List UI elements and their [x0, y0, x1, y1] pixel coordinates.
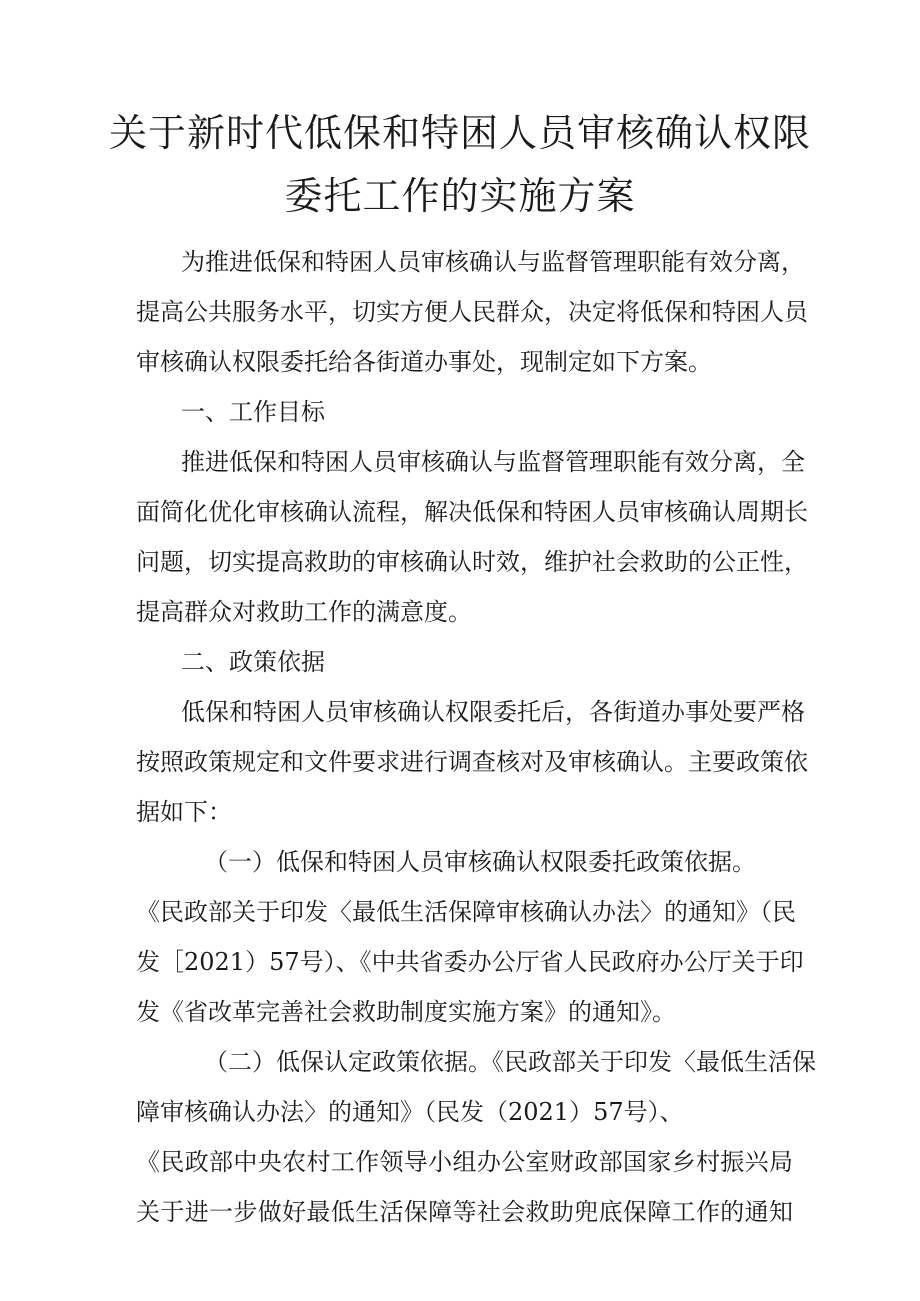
paragraph-intro-line-1: 为推进低保和特困人员审核确认与监督管理职能有效分离， — [181, 248, 805, 276]
paragraph-goals-line-2: 面简化优化审核确认流程，解决低保和特困人员审核确认周期长 — [136, 498, 808, 526]
paragraph-intro-line-3: 审核确认权限委托给各街道办事处，现制定如下方案。 — [136, 348, 712, 376]
paragraph-goals-line-1: 推进低保和特困人员审核确认与监督管理职能有效分离，全 — [181, 448, 805, 476]
paragraph-policy-line-3: 据如下： — [136, 798, 232, 826]
section-heading-goals: 一、工作目标 — [181, 398, 325, 426]
paragraph-subsection-1-line-2: 发［2021）57号）、《中共省委办公厅省人民政府办公厅关于印 — [136, 948, 804, 976]
document-title-line-2: 委托工作的实施方案 — [284, 174, 636, 218]
document-title-line-1: 关于新时代低保和特困人员审核确认权限 — [108, 111, 811, 155]
paragraph-subsection-1-line-1: 《民政部关于印发〈最低生活保障审核确认办法〉的通知》（民 — [136, 898, 796, 926]
paragraph-goals-line-4: 提高群众对救助工作的满意度。 — [136, 598, 472, 626]
paragraph-intro-line-2: 提高公共服务水平，切实方便人民群众，决定将低保和特困人员 — [136, 298, 808, 326]
paragraph-policy-line-1: 低保和特困人员审核确认权限委托后，各街道办事处要严格 — [181, 698, 805, 726]
paragraph-subsection-1-line-3: 发《省改革完善社会救助制度实施方案》的通知》。 — [136, 998, 676, 1026]
paragraph-policy-line-2: 按照政策规定和文件要求进行调查核对及审核确认。主要政策依 — [136, 748, 808, 776]
subsection-heading-2: （二）低保认定政策依据。《民政部关于印发〈最低生活保 — [204, 1048, 816, 1076]
paragraph-subsection-2-line-3: 关于进一步做好最低生活保障等社会救助兜底保障工作的通知 — [136, 1198, 793, 1226]
paragraph-subsection-2-line-2: 《民政部中央农村工作领导小组办公室财政部国家乡村振兴局 — [136, 1148, 793, 1176]
section-heading-policy-basis: 二、政策依据 — [181, 648, 325, 676]
paragraph-goals-line-3: 问题，切实提高救助的审核确认时效，维护社会救助的公正性， — [136, 548, 808, 576]
subsection-heading-1: （一）低保和特困人员审核确认权限委托政策依据。 — [204, 848, 756, 876]
paragraph-subsection-2-line-1: 障审核确认办法〉的通知》（民发（2021）57号）、 — [136, 1098, 684, 1126]
